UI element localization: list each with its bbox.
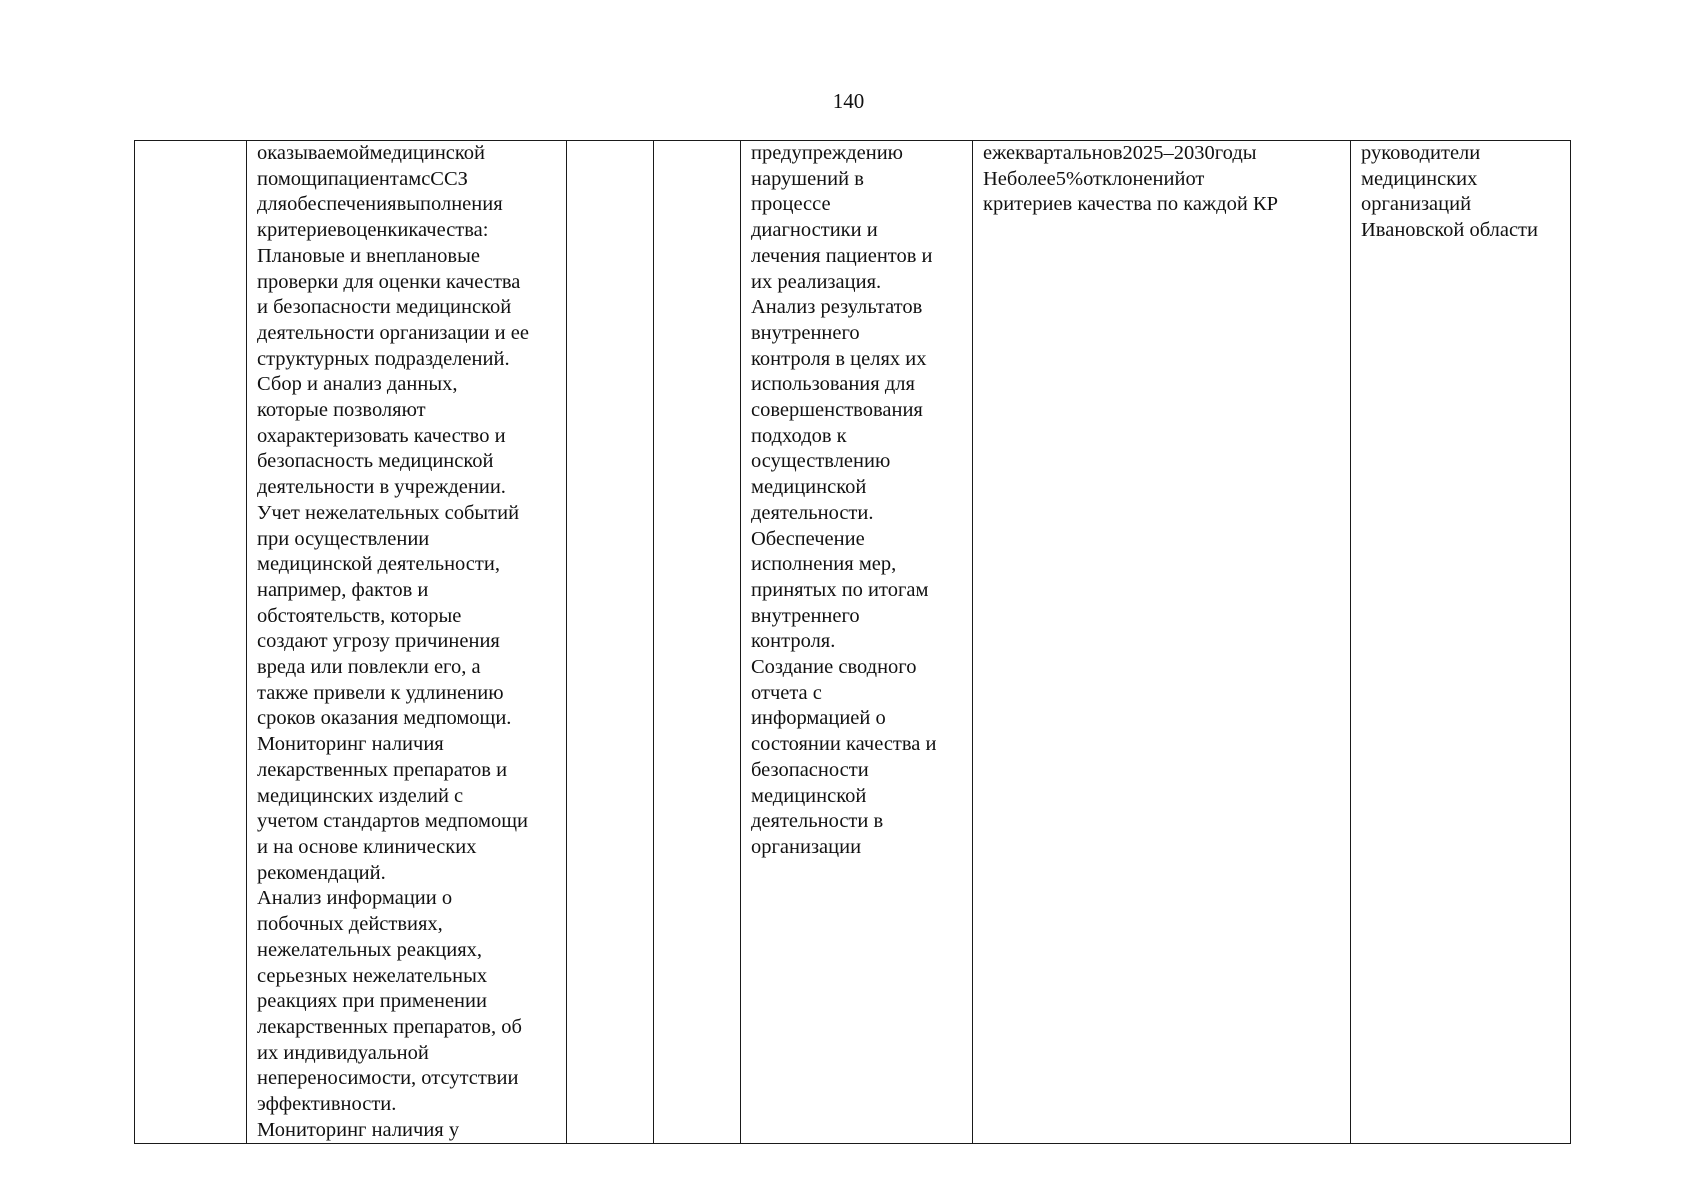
text-line: лечения пациентов и (751, 244, 933, 267)
text-line: медицинской (751, 784, 867, 807)
text-line: Ивановской области (1361, 219, 1538, 242)
text-line: Создание сводного (751, 656, 917, 679)
text-line: контроля. (751, 630, 836, 653)
text-line: их индивидуальной (257, 1041, 429, 1064)
text-line: и на основе клинических (257, 835, 477, 858)
text-line: которые позволяют (257, 399, 426, 422)
text-line: безопасность медицинской (257, 450, 494, 473)
text-line: нарушений в (751, 167, 864, 190)
text-line: ежеквартальнов2025–2030годы (983, 142, 1257, 164)
cell-period-indicator (973, 141, 1351, 1144)
text-line: принятых по итогам (751, 578, 929, 601)
text-line: Учет нежелательных событий (257, 501, 520, 524)
text-line: исполнения мер, (751, 553, 897, 576)
text-line: медицинских (1361, 167, 1478, 190)
text-line: Сбор и анализ данных, (257, 373, 458, 396)
cell-number (135, 141, 247, 1144)
page-number: 140 (832, 89, 865, 113)
text-line: деятельности в учреждении. (257, 476, 506, 499)
text-line: непереносимости, отсутствии (257, 1067, 519, 1090)
cell-empty-1 (567, 141, 654, 1144)
text-line: побочных действиях, (257, 913, 443, 936)
text-line: структурных подразделений. (257, 347, 510, 370)
text-line: Плановые и внеплановые (257, 244, 480, 267)
text-line: информацией о (751, 707, 886, 730)
text-line: учетом стандартов медпомощи (257, 810, 528, 833)
text-line: медицинской деятельности, (257, 553, 500, 576)
text-line: охарактеризовать качество и (257, 424, 506, 447)
text-line: безопасности (751, 758, 869, 781)
text-line: деятельности в (751, 810, 884, 833)
text-line: руководители (1361, 142, 1481, 164)
text-line: эффективности. (257, 1093, 397, 1116)
text-line: Анализ результатов (751, 296, 923, 319)
text-line: лекарственных препаратов и (257, 758, 508, 781)
text-line: Мониторинг наличия (257, 733, 444, 756)
text-line: рекомендаций. (257, 861, 386, 884)
text-line: оказываемоймедицинской (257, 142, 486, 164)
text-line: состоянии качества и (751, 733, 937, 756)
text-line: Мониторинг наличия у (257, 1118, 460, 1141)
text-line: сроков оказания медпомощи. (257, 707, 512, 730)
text-line: Неболее5%отклоненийот (983, 167, 1205, 190)
measures-table (134, 140, 1571, 1144)
text-line: например, фактов и (257, 578, 429, 601)
text-line: проверки для оценки качества (257, 270, 521, 293)
text-line: создают угрозу причинения (257, 630, 500, 653)
text-line: диагностики и (751, 219, 878, 242)
text-line: нежелательных реакциях, (257, 938, 483, 961)
text-line: деятельности организации и ее (257, 321, 529, 344)
text-line: предупреждению (751, 142, 903, 164)
text-line: критериевоценкикачества: (257, 219, 489, 242)
text-line: лекарственных препаратов, об (257, 1015, 522, 1038)
text-line: медицинских изделий с (257, 784, 464, 807)
cell-activity (247, 141, 567, 1144)
text-line: подходов к (751, 424, 847, 447)
cell-responsible (1351, 141, 1571, 1144)
text-line: осуществлению (751, 450, 891, 473)
text-line: использования для (751, 373, 915, 396)
text-line: Анализ информации о (257, 887, 453, 910)
table-row (135, 141, 1571, 1144)
text-line: процессе (751, 193, 831, 216)
text-line: обстоятельств, которые (257, 604, 462, 627)
text-line: и безопасности медицинской (257, 296, 512, 319)
cell-empty-2 (654, 141, 741, 1144)
text-line: совершенствования (751, 399, 923, 422)
text-line: их реализация. (751, 270, 882, 293)
text-line: серьезных нежелательных (257, 964, 488, 987)
cell-expected-result (741, 141, 973, 1144)
text-line: вреда или повлекли его, а (257, 656, 481, 679)
text-line: дляобеспечениявыполнения (257, 193, 503, 216)
text-line: организации (751, 835, 862, 858)
text-line: медицинской (751, 476, 867, 499)
text-line: контроля в целях их (751, 347, 927, 370)
text-line: при осуществлении (257, 527, 430, 550)
text-line: реакциях при применении (257, 990, 487, 1013)
text-line: критериев качества по каждой КР (983, 193, 1279, 216)
text-line: внутреннего (751, 604, 860, 627)
text-line: помощипациентамсССЗ (257, 167, 468, 190)
text-line: организаций (1361, 193, 1472, 216)
text-line: также привели к удлинению (257, 681, 504, 704)
text-line: отчета с (751, 681, 822, 704)
text-line: внутреннего (751, 321, 860, 344)
text-line: деятельности. (751, 501, 874, 524)
text-line: Обеспечение (751, 527, 865, 550)
